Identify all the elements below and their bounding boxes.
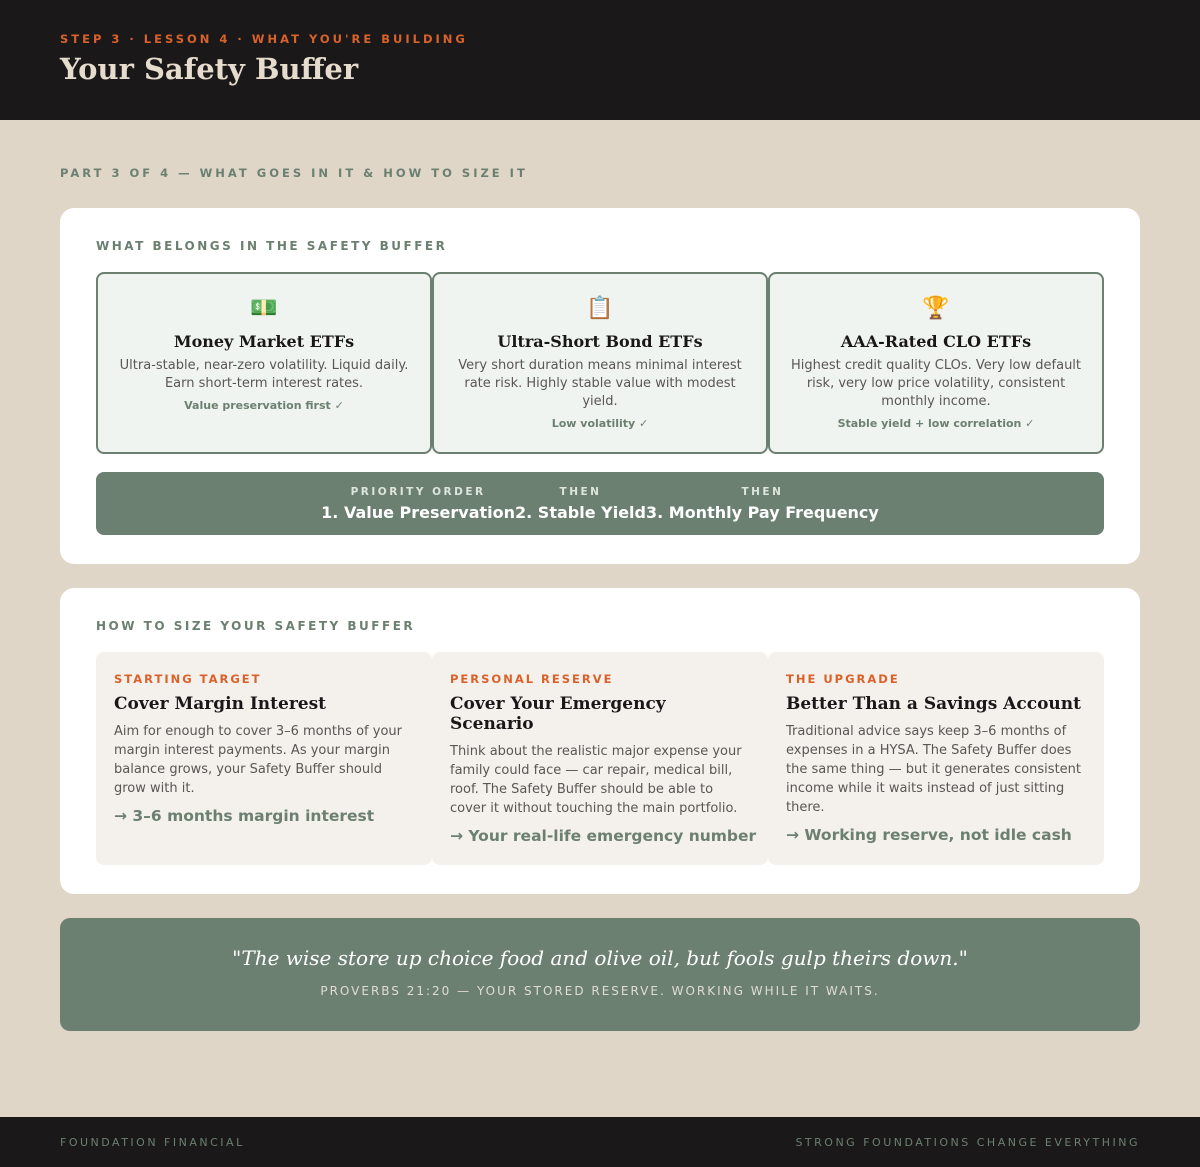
sizing-result: → 3–6 months margin interest bbox=[114, 807, 375, 825]
sizing-margin-interest bbox=[96, 652, 432, 865]
sizing-desc: Aim for enough to cover 3–6 months of your margin interest payments. As your margin balance grows, your Safety Buffer should grow with it. bbox=[114, 724, 402, 796]
page-footer bbox=[0, 1117, 1200, 1167]
priority-label: PRIORITY ORDER bbox=[350, 486, 486, 498]
trophy-icon: 🏆 bbox=[922, 296, 950, 321]
priority-bar bbox=[96, 472, 1104, 535]
asset-title: Ultra-Short Bond ETFs bbox=[497, 332, 703, 351]
asset-desc: Highest credit quality CLOs. Very low default risk, very low price volatility, consistent monthly income. bbox=[790, 358, 1082, 409]
asset-desc: Ultra-stable, near-zero volatility. Liquid daily. Earn short-term interest rates. bbox=[119, 358, 409, 391]
asset-row bbox=[96, 272, 1104, 454]
asset-aaa-clo bbox=[768, 272, 1104, 454]
priority-label: THEN bbox=[741, 486, 784, 498]
sizing-row bbox=[96, 652, 1104, 865]
quote-text: "The wise store up choice food and olive oil, but fools gulp theirs down." bbox=[232, 946, 968, 970]
priority-value: 3. Monthly Pay Frequency bbox=[645, 503, 879, 522]
part-label: PART 3 OF 4 — WHAT GOES IN IT & HOW TO SIZE IT bbox=[60, 166, 528, 180]
sizing-title: Cover Your Emergency Scenario bbox=[450, 694, 666, 734]
sizing-upgrade bbox=[768, 652, 1104, 865]
sizing-eyebrow: STARTING TARGET bbox=[114, 672, 262, 686]
sizing-title: Cover Margin Interest bbox=[114, 694, 327, 714]
asset-ultra-short-bond bbox=[432, 272, 768, 454]
sizing-desc: Traditional advice says keep 3–6 months of expenses in a HYSA. The Safety Buffer does the same thing — but it generates consistent income while it waits instead of just sitting there. bbox=[786, 724, 1081, 815]
sizing-result: → Working reserve, not idle cash bbox=[786, 826, 1072, 844]
belongs-card bbox=[60, 208, 1140, 564]
sizing-desc: Think about the realistic major expense your family could face — car repair, medical bill, roof. The Safety Buffer should be able to cover it without touching the main portfolio. bbox=[450, 744, 742, 816]
lesson-eyebrow: STEP 3 · LESSON 4 · WHAT YOU'RE BUILDING bbox=[60, 32, 468, 46]
footer-brand: FOUNDATION FINANCIAL bbox=[60, 1135, 245, 1149]
asset-note: Value preservation first ✓ bbox=[184, 399, 344, 412]
asset-title: Money Market ETFs bbox=[173, 332, 355, 351]
asset-title: AAA-Rated CLO ETFs bbox=[840, 332, 1032, 351]
sizing-eyebrow: PERSONAL RESERVE bbox=[450, 672, 614, 686]
priority-item-1 bbox=[321, 486, 515, 522]
priority-label: THEN bbox=[559, 486, 602, 498]
page-title: Your Safety Buffer bbox=[60, 52, 359, 86]
quote-box bbox=[60, 918, 1140, 1031]
sizing-emergency bbox=[432, 652, 768, 865]
sizing-card-label: HOW TO SIZE YOUR SAFETY BUFFER bbox=[96, 619, 416, 633]
belongs-card-label: WHAT BELONGS IN THE SAFETY BUFFER bbox=[96, 239, 448, 253]
sizing-card bbox=[60, 588, 1140, 894]
priority-value: 1. Value Preservation bbox=[321, 503, 516, 522]
priority-value: 2. Stable Yield bbox=[515, 503, 646, 522]
asset-money-market bbox=[96, 272, 432, 454]
sizing-result: → Your real-life emergency number bbox=[450, 827, 757, 845]
priority-item-3 bbox=[646, 486, 879, 522]
footer-tagline: STRONG FOUNDATIONS CHANGE EVERYTHING bbox=[795, 1135, 1140, 1149]
asset-note: Low volatility ✓ bbox=[551, 417, 649, 430]
asset-note: Stable yield + low correlation ✓ bbox=[837, 417, 1035, 430]
asset-desc: Very short duration means minimal interest rate risk. Highly stable value with modest yield. bbox=[458, 358, 742, 409]
priority-item-2 bbox=[515, 486, 646, 522]
sizing-title: Better Than a Savings Account bbox=[786, 694, 1081, 714]
quote-citation: PROVERBS 21:20 — YOUR STORED RESERVE. WORKING WHILE IT WAITS. bbox=[320, 984, 880, 998]
dollar-bill-icon: 💵 bbox=[250, 296, 278, 321]
page-header bbox=[0, 0, 1200, 120]
clipboard-icon: 📋 bbox=[586, 296, 614, 321]
sizing-eyebrow: THE UPGRADE bbox=[786, 672, 900, 686]
